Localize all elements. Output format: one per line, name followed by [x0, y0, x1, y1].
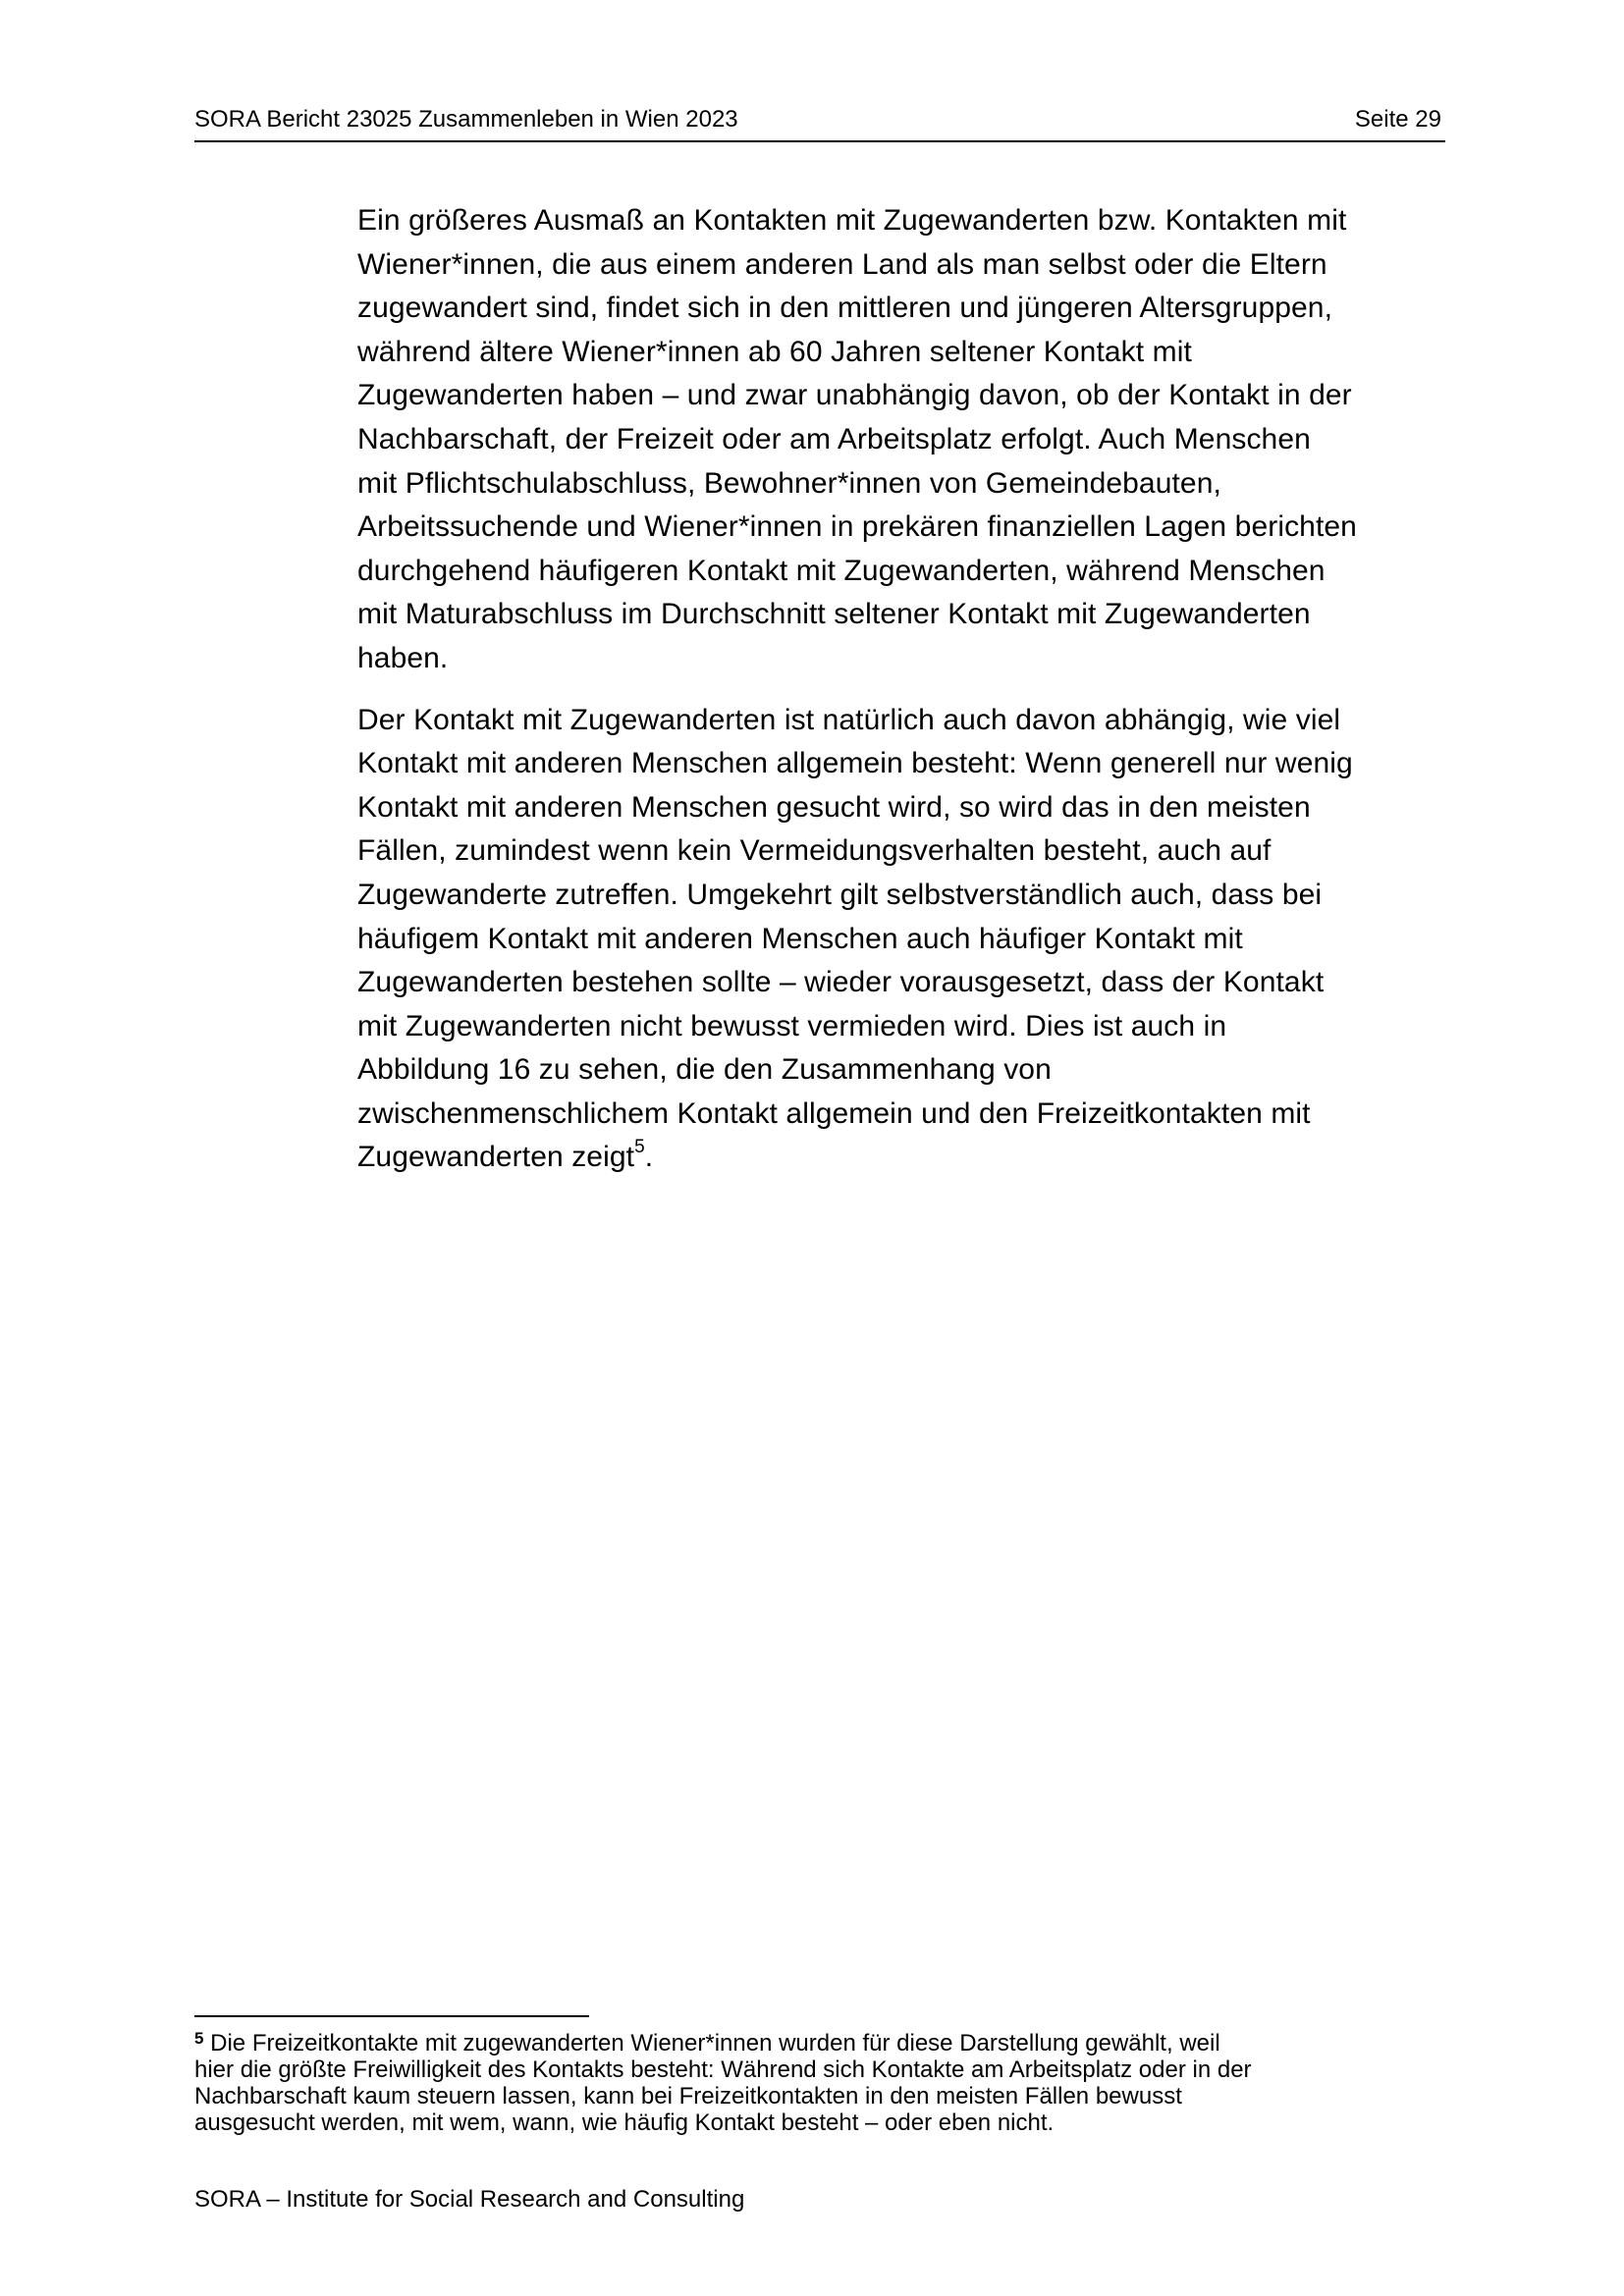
page-number: Seite 29 — [1354, 106, 1441, 133]
footnote-separator — [194, 2015, 589, 2017]
footnote-number: 5 — [194, 2029, 204, 2048]
page-header — [194, 101, 1445, 142]
footnote-reference[interactable]: 5 — [634, 1137, 645, 1158]
page-footer: SORA – Institute for Social Research and Consulting — [194, 2186, 745, 2213]
body-paragraph-2-end: . — [644, 1141, 654, 1174]
body-paragraph-2 — [357, 699, 1447, 1181]
report-title: SORA Bericht 23025 Zusammenleben in Wien 2023 — [194, 106, 738, 133]
body-paragraph-1: Ein größeres Ausmaß an Kontakten mit Zugewanderten bzw. Kontakten mit Wiener*innen, die aus einem anderen Land als man selbst oder die Eltern zugewandert sind, findet sich in den mittleren und jüngeren Altersgruppen, während ältere Wiener*innen ab 60 Jahren seltener Kontakt mit Zugewanderten haben – und zwar unabhängig davon, ob der Kontakt in der Nachbarschaft, der Freizeit oder am Arbeitsplatz erfolgt. Auch Menschen mit Pflichtschulabschluss, Bewohner*innen von Gemeindebauten, Arbeitssuchende und Wiener*innen in prekären finanziellen Lagen berichten durchgehend häufigeren Kontakt mit Zugewanderten, während Menschen mit Maturabschluss im Durchschnitt seltener Kontakt mit Zugewanderten haben. — [357, 204, 1357, 674]
body-paragraph-2-text: Der Kontakt mit Zugewanderten ist natürlich auch davon abhängig, wie viel Kontakt mit anderen Menschen allgemein besteht: Wenn generell nur wenig Kontakt mit anderen Menschen gesucht wird, so wird das in den meisten Fällen, zumindest wenn kein Vermeidungsverhalten besteht, auch auf Zugewanderte zutreffen. Umgekehrt gilt selbstverständlich auch, dass bei häufigem Kontakt mit anderen Menschen auch häufiger Kontakt mit Zugewanderten bestehen sollte – wieder vorausgesetzt, dass der Kontakt mit Zugewanderten nicht bewusst vermieden wird. Dies ist auch in Abbildung 16 zu sehen, die den Zusammenhang von zwischenmenschlichem Kontakt allgemein und den Freizeitkontakten mit Zugewanderten zeigt — [357, 703, 1353, 1174]
main-content — [357, 199, 1447, 1198]
footnote-text: Die Freizeitkontakte mit zugewanderten Wiener*innen wurden für diese Darstellung gewählt, weil hier die größte Freiwilligkeit des Kontakts besteht: Während sich Kontakte am Arbeitsplatz oder in der Nachbarschaft kaum steuern lassen, kann bei Freizeitkontakten in den meisten Fällen bewusst ausgesucht werden, mit wem, wann, wie häufig Kontakt besteht – oder eben nicht. — [194, 2030, 1252, 2136]
footnote — [194, 2030, 1461, 2136]
